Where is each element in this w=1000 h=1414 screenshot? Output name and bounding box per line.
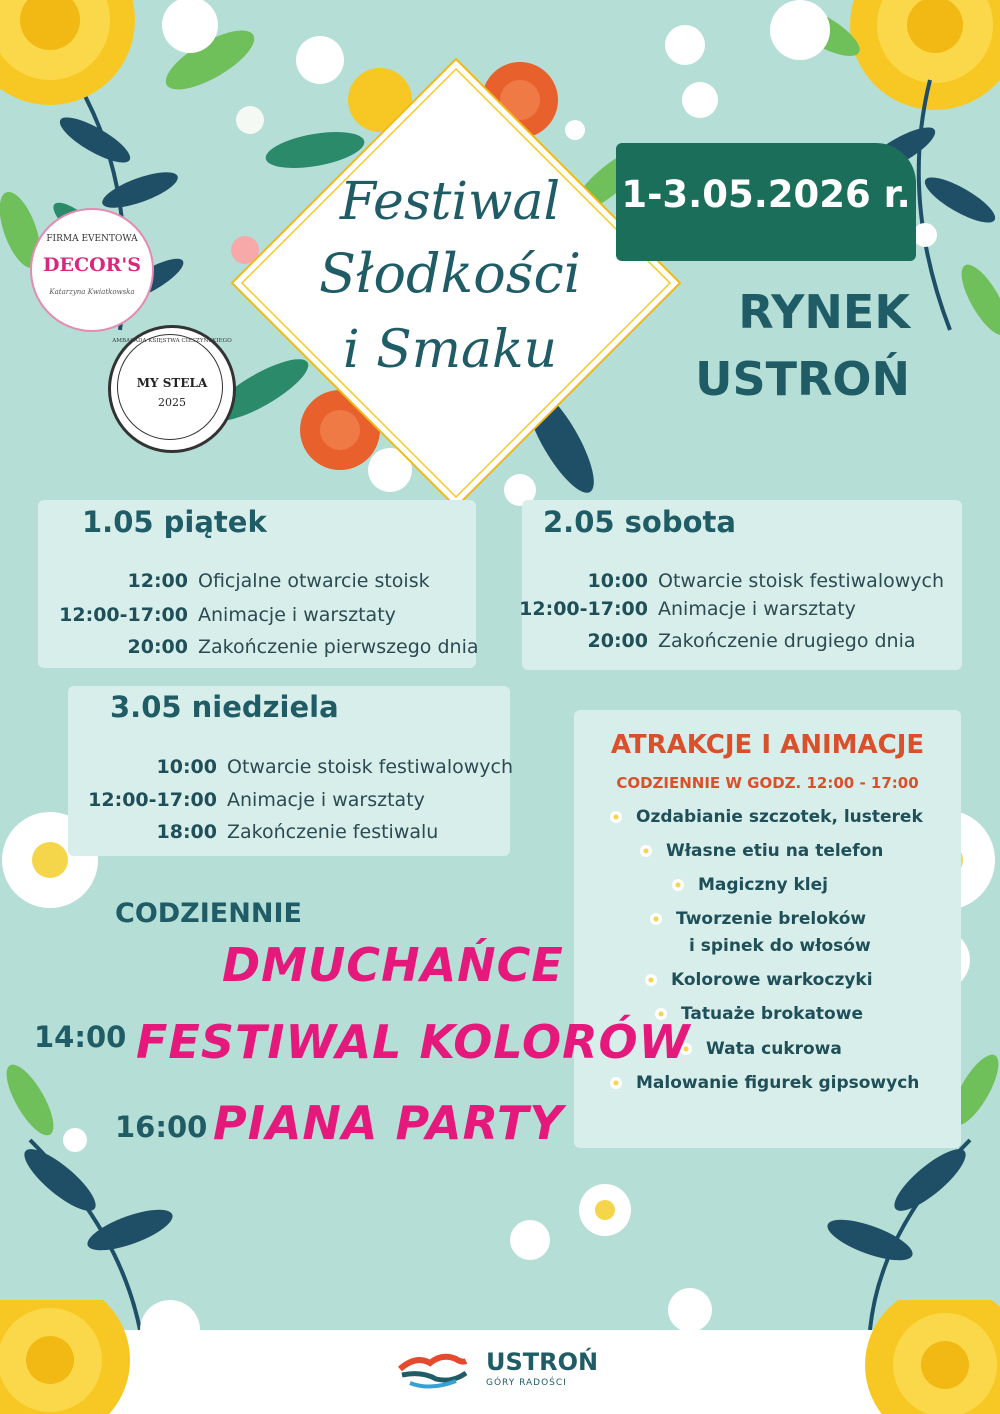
attraction-item: Tatuaże brokatowe — [655, 1004, 863, 1024]
attraction-item: Malowanie figurek gipsowych — [610, 1073, 919, 1093]
attraction-item: Wata cukrowa — [680, 1039, 842, 1059]
event-desc: Zakończenie drugiego dnia — [658, 630, 916, 652]
event-desc: Zakończenie pierwszego dnia — [198, 636, 479, 658]
day-2-event-3 — [510, 630, 916, 652]
event-time: 12:00-17:00 — [59, 604, 188, 626]
event-time: 10:00 — [156, 756, 217, 778]
attraction-item-continued: i spinek do włosów — [689, 936, 871, 956]
title-line-2: Słodkości — [318, 242, 582, 305]
day-1-event-3 — [50, 636, 479, 658]
event-desc: Otwarcie stoisk festiwalowych — [227, 756, 513, 778]
attraction-item: Tworzenie breloków — [650, 909, 866, 929]
decors-logo-name: DECOR'S — [43, 254, 141, 276]
attraction-item: Ozdabianie szczotek, lusterek — [610, 807, 923, 827]
title-line-1: Festiwal — [339, 172, 561, 232]
day-1-event-2 — [50, 604, 396, 626]
flower-bullet-icon — [610, 1077, 622, 1089]
decors-logo-top: FIRMA EVENTOWA — [46, 234, 138, 244]
attraction-item: Własne etiu na telefon — [640, 841, 883, 861]
daily-label: CODZIENNIE — [115, 898, 302, 929]
event-desc: Animacje i warsztaty — [198, 604, 396, 626]
day-3-title: 3.05 niedziela — [110, 690, 339, 724]
attractions-title: ATRAKCJE I ANIMACJE — [610, 730, 925, 760]
daily-item-dmuchance: DMUCHAŃCE — [222, 938, 564, 992]
event-time: 20:00 — [127, 636, 188, 658]
flower-bullet-icon — [640, 845, 652, 857]
ambasada-ring-text: AMBASADA KSIĘSTWA CIESZYŃSKIEGO — [112, 338, 232, 344]
daily-time-3: 16:00 — [115, 1110, 208, 1144]
event-desc: Animacje i warsztaty — [227, 789, 425, 811]
flower-bullet-icon — [650, 913, 662, 925]
ambasada-center-text: MY STELA — [136, 376, 208, 390]
event-desc: Otwarcie stoisk festiwalowych — [658, 570, 944, 592]
day-3-event-3 — [79, 821, 438, 843]
attraction-item: Kolorowe warkoczyki — [645, 970, 873, 990]
decors-logo-owner: Katarzyna Kwiatkowska — [49, 288, 135, 296]
event-time: 20:00 — [587, 630, 648, 652]
footer-tagline: GÓRY RADOŚCI — [486, 1378, 567, 1388]
daily-item-festiwal-kolorow: FESTIWAL KOLORÓW — [136, 1015, 691, 1069]
place-line-2: USTROŃ — [695, 352, 910, 406]
flower-bullet-icon — [672, 879, 684, 891]
day-1-title: 1.05 piątek — [82, 505, 267, 539]
day-2-event-1 — [510, 570, 944, 592]
ustron-logo — [396, 1345, 616, 1395]
place-line-1: RYNEK — [738, 285, 910, 339]
attractions-subtitle: CODZIENNIE W GODZ. 12:00 - 17:00 — [616, 774, 919, 792]
ambasada-seal — [108, 325, 236, 453]
event-time: 12:00-17:00 — [88, 789, 217, 811]
day-2-title: 2.05 sobota — [543, 505, 736, 539]
event-time: 18:00 — [156, 821, 217, 843]
daily-item-piana-party: PIANA PARTY — [213, 1096, 564, 1150]
event-time: 10:00 — [587, 570, 648, 592]
event-desc: Oficjalne otwarcie stoisk — [198, 570, 430, 592]
day-3-event-2 — [79, 789, 425, 811]
mountain-logo-icon — [396, 1345, 470, 1391]
title-line-3: i Smaku — [342, 320, 558, 380]
footer-brand: USTROŃ — [486, 1348, 599, 1376]
day-3-event-1 — [79, 756, 513, 778]
decors-logo — [30, 208, 154, 332]
yellow-flower-icon — [0, 0, 135, 105]
event-time: 12:00 — [127, 570, 188, 592]
day-2-event-2 — [510, 598, 856, 620]
event-time: 12:00-17:00 — [519, 598, 648, 620]
event-date: 1-3.05.2026 r. — [621, 173, 911, 216]
day-1-event-1 — [50, 570, 430, 592]
event-desc: Zakończenie festiwalu — [227, 821, 439, 843]
flower-bullet-icon — [645, 974, 657, 986]
date-box — [616, 143, 916, 261]
attraction-item: Magiczny klej — [672, 875, 828, 895]
flower-bullet-icon — [610, 811, 622, 823]
ambasada-year: 2025 — [158, 396, 186, 409]
daily-time-2: 14:00 — [34, 1020, 127, 1054]
event-desc: Animacje i warsztaty — [658, 598, 856, 620]
